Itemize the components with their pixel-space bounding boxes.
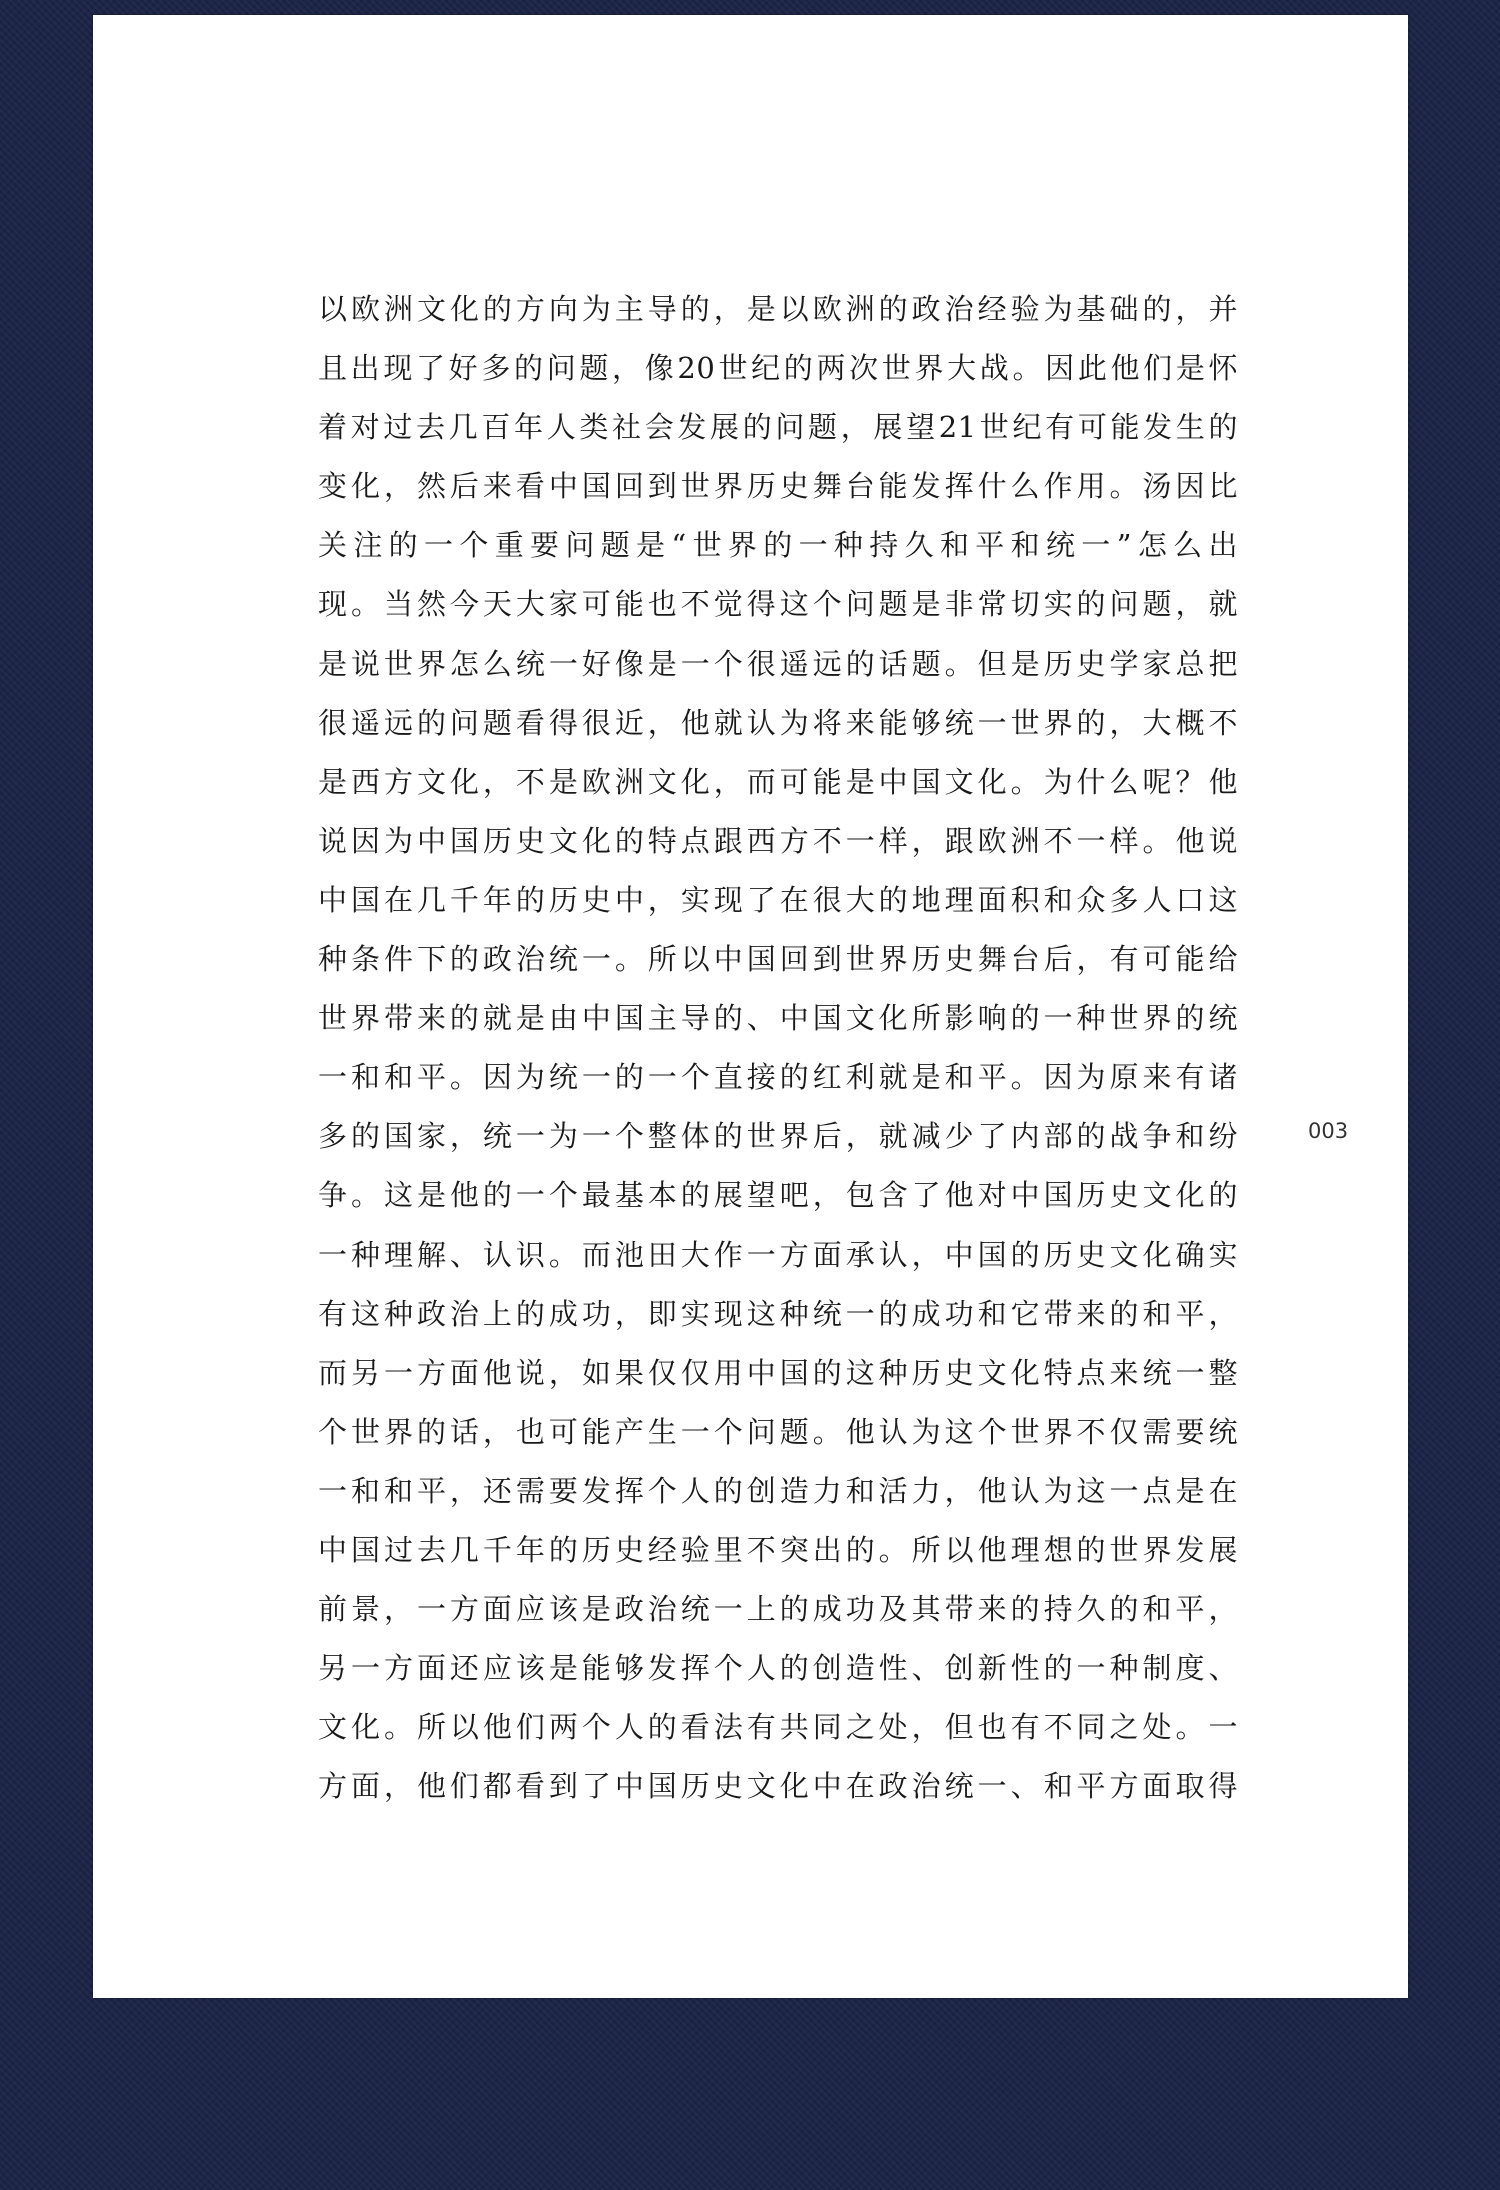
text-line: 关注的一个重要问题是“世界的一种持久和平和统一”怎么出: [318, 528, 1238, 563]
text-line: 现。当然今天大家可能也不觉得这个问题是非常切实的问题，就: [318, 587, 1238, 622]
text-line: 且出现了好多的问题，像20世纪的两次世界大战。因此他们是怀: [318, 351, 1238, 386]
text-line: 世界带来的就是由中国主导的、中国文化所影响的一种世界的统: [318, 1001, 1238, 1036]
text-line: 多的国家，统一为一个整体的世界后，就减少了内部的战争和纷: [318, 1119, 1238, 1154]
text-line: 是说世界怎么统一好像是一个很遥远的话题。但是历史学家总把: [318, 646, 1238, 681]
text-line: 以欧洲文化的方向为主导的，是以欧洲的政治经验为基础的，并: [318, 292, 1238, 326]
body-text: [318, 280, 1238, 1816]
text-line: 有这种政治上的成功，即实现这种统一的成功和它带来的和平，: [318, 1296, 1238, 1331]
text-line: 很遥远的问题看得很近，他就认为将来能够统一世界的，大概不: [318, 705, 1238, 740]
text-line: 中国在几千年的历史中，实现了在很大的地理面积和众多人口这: [318, 882, 1238, 917]
text-line: 中国过去几千年的历史经验里不突出的。所以他理想的世界发展: [318, 1532, 1238, 1567]
book-page: [93, 15, 1408, 1998]
text-line: 变化，然后来看中国回到世界历史舞台能发挥什么作用。汤因比: [318, 469, 1238, 504]
text-line: 着对过去几百年人类社会发展的问题，展望21世纪有可能发生的: [318, 410, 1238, 445]
text-line: 争。这是他的一个最基本的展望吧，包含了他对中国历史文化的: [318, 1178, 1238, 1213]
text-line: 一和和平，还需要发挥个人的创造力和活力，他认为这一点是在: [318, 1473, 1238, 1508]
text-line: 是西方文化，不是欧洲文化，而可能是中国文化。为什么呢？他: [318, 764, 1238, 799]
page-number: 003: [1308, 1119, 1349, 1143]
text-line: 一种理解、认识。而池田大作一方面承认，中国的历史文化确实: [318, 1237, 1238, 1272]
text-line: 种条件下的政治统一。所以中国回到世界历史舞台后，有可能给: [318, 942, 1238, 977]
text-line: 文化。所以他们两个人的看法有共同之处，但也有不同之处。一: [318, 1710, 1238, 1745]
text-line: 而另一方面他说，如果仅仅用中国的这种历史文化特点来统一整: [318, 1355, 1238, 1390]
text-line: 说因为中国历史文化的特点跟西方不一样，跟欧洲不一样。他说: [318, 823, 1238, 858]
text-line: 前景，一方面应该是政治统一上的成功及其带来的持久的和平，: [318, 1592, 1238, 1627]
text-line: 个世界的话，也可能产生一个问题。他认为这个世界不仅需要统: [318, 1414, 1238, 1449]
text-line: 方面，他们都看到了中国历史文化中在政治统一、和平方面取得: [318, 1769, 1238, 1804]
text-line: 另一方面还应该是能够发挥个人的创造性、创新性的一种制度、: [318, 1651, 1238, 1686]
text-line: 一和和平。因为统一的一个直接的红利就是和平。因为原来有诸: [318, 1060, 1238, 1095]
